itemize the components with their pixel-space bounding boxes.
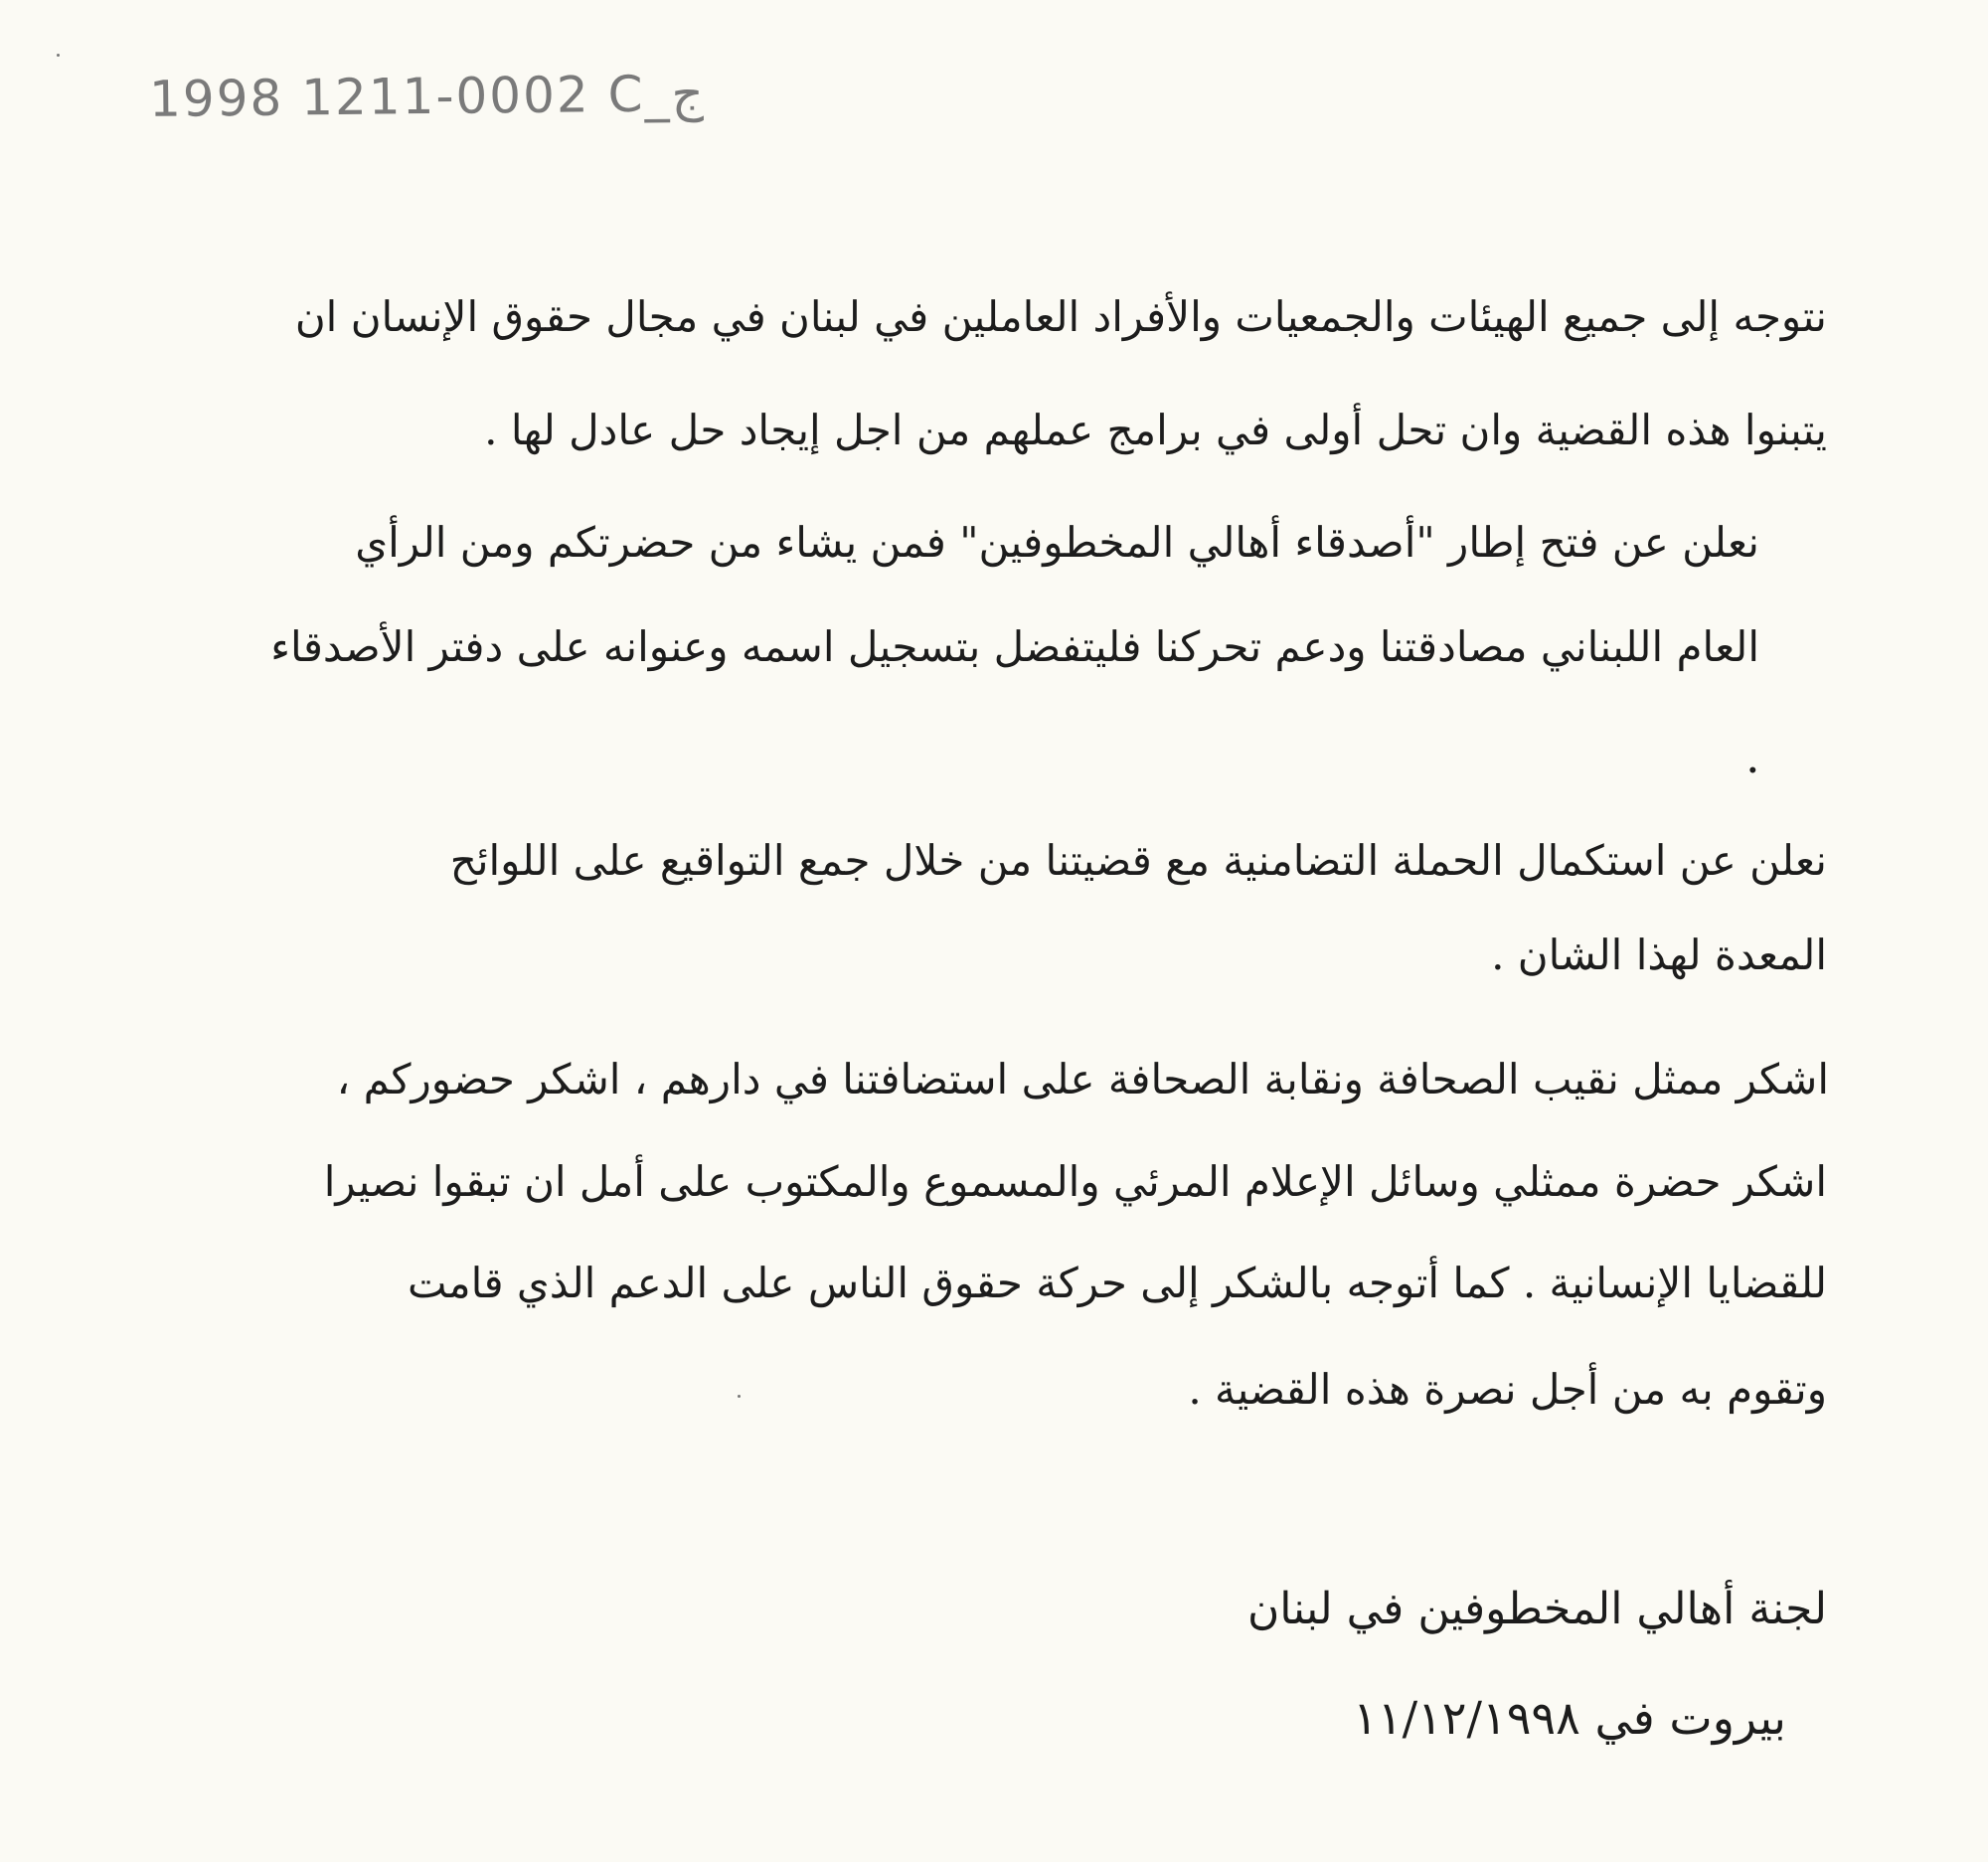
paragraph-1-line-1: نتوجه إلى جميع الهيئات والجمعيات والأفراد العاملين في لبنان في مجال حقوق الإنسان ان xyxy=(294,292,1827,341)
paragraph-4-line-2: اشكر حضرة ممثلي وسائل الإعلام المرئي والمسموع والمكتوب على أمل ان تبقوا نصيرا xyxy=(323,1157,1827,1206)
signature-committee-name: لجنة أهالي المخطوفين في لبنان xyxy=(1246,1584,1827,1634)
paragraph-3-line-2: المعدة لهذا الشان . xyxy=(1491,931,1827,979)
paragraph-1-line-2: يتبنوا هذه القضية وان تحل أولى في برامج عملهم من اجل إيجاد حل عادل لها . xyxy=(484,406,1827,454)
paragraph-4-line-3: للقضايا الإنسانية . كما أتوجه بالشكر إلى حركة حقوق الناس على الدعم الذي قامت xyxy=(407,1259,1827,1307)
paragraph-3-line-1: نعلن عن استكمال الحملة التضامنية مع قضيتنا من خلال جمع التواقيع على اللوائح xyxy=(449,836,1827,885)
paragraph-4-line-4: وتقوم به من أجل نصرة هذه القضية . xyxy=(1188,1365,1827,1414)
scan-speck xyxy=(738,1395,741,1398)
paragraph-2-line-1: نعلن عن فتح إطار "أصدقاء أهالي المخطوفين" فمن يشاء من حضرتكم ومن الرأي xyxy=(355,518,1759,567)
place-and-date: بيروت في ١١/١٢/١٩٩٨ xyxy=(1353,1691,1786,1745)
paragraph-2-line-3: . xyxy=(1745,730,1760,783)
archive-reference-number: 1998 1211-0002 C_ج xyxy=(148,65,705,128)
paragraph-4-line-1: اشكر ممثل نقيب الصحافة ونقابة الصحافة على استضافتنا في دارهم ، اشكر حضوركم ، xyxy=(336,1055,1829,1103)
paragraph-2-line-2: العام اللبناني مصادقتنا ودعم تحركنا فليتفضل بتسجيل اسمه وعنوانه على دفتر الأصدقاء xyxy=(270,622,1759,671)
scan-speck xyxy=(57,54,60,57)
